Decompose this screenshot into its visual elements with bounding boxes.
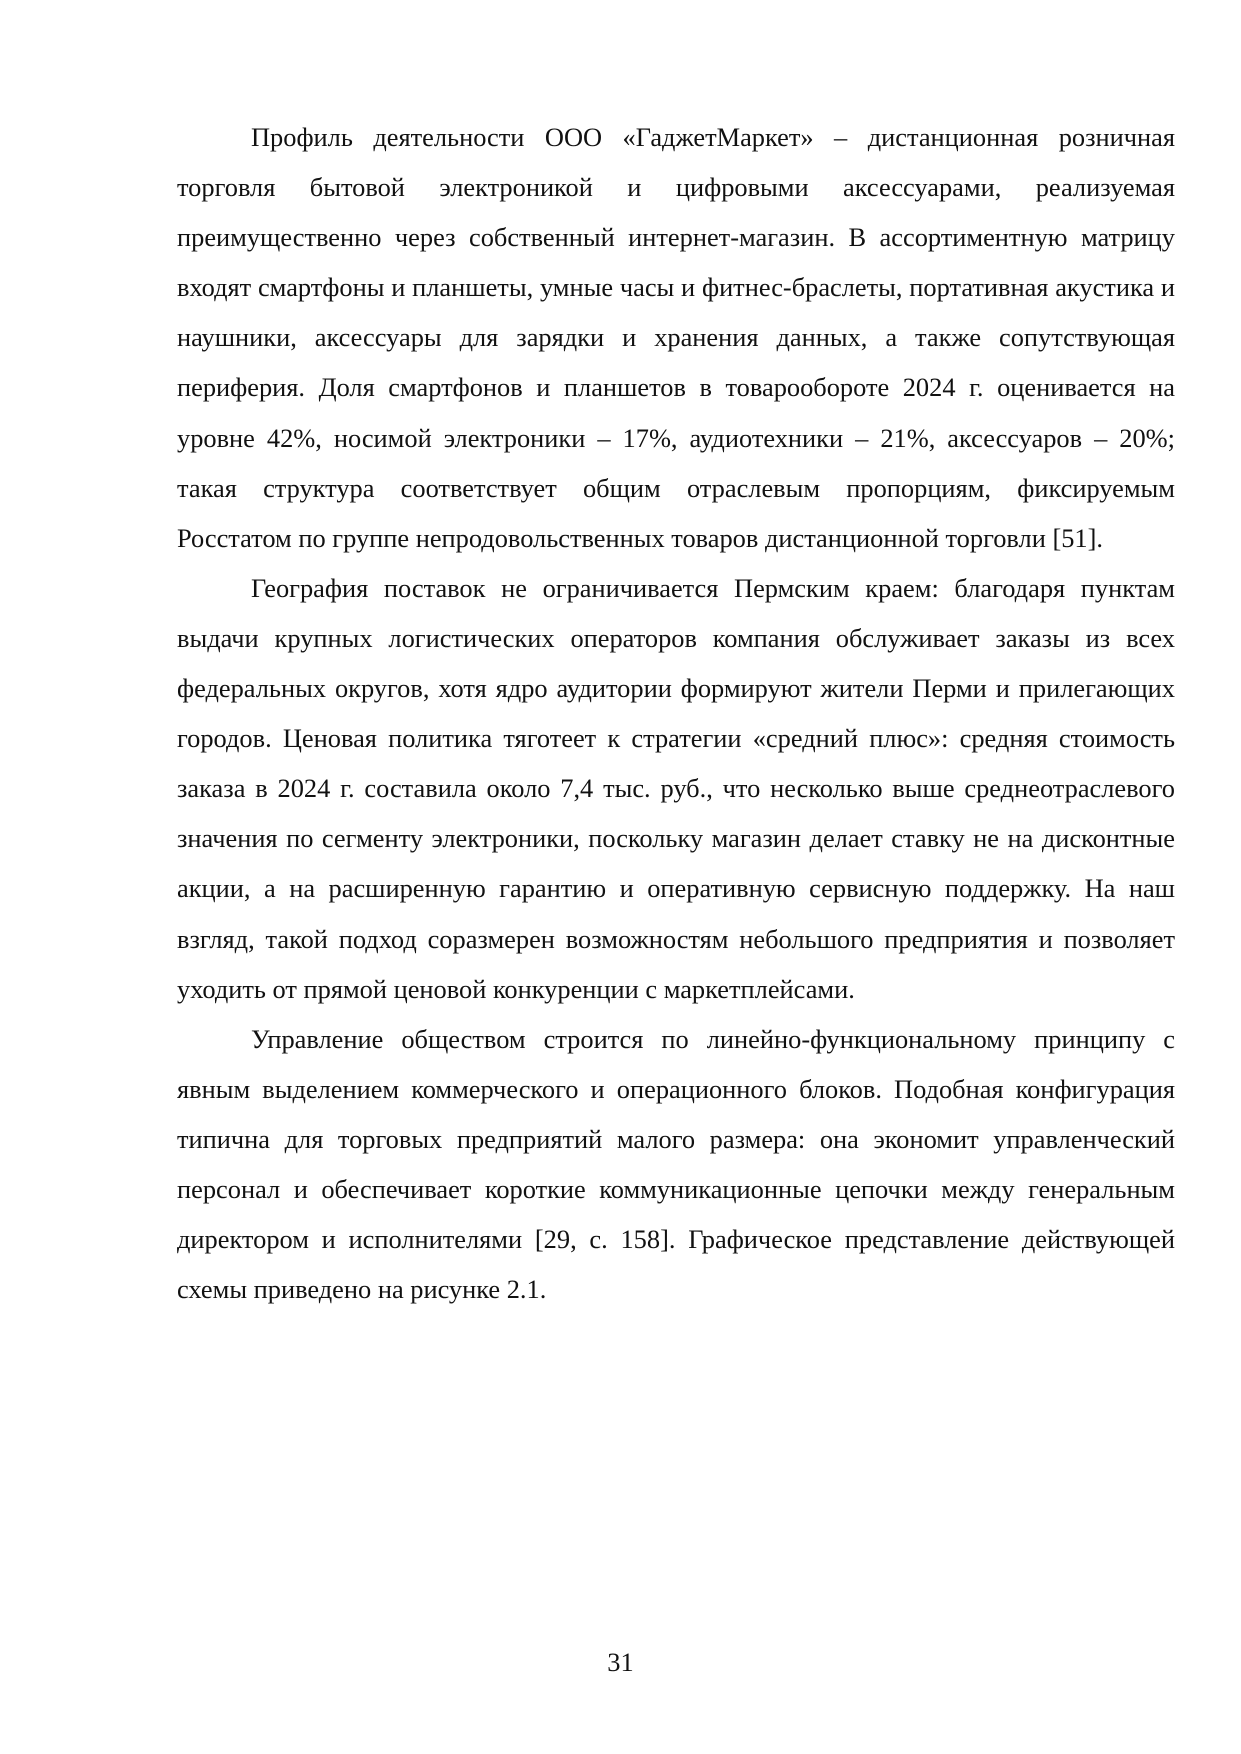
paragraph-delivery-geography: География поставок не ограничивается Пермским краем: благодаря пунктам выдачи крупных логистических операторов компания обслуживает заказы из всех федеральных округов, хотя ядро аудитории формируют жители Перми и прилегающих городов. Ценовая политика тяготеет к стратегии «средний плюс»: средняя стоимость заказа в 2024 г. составила около 7,4 тыс. руб., что несколько выше среднеотраслевого значения по сегменту электроники, поскольку магазин делает ставку не на дисконтные акции, а на расширенную гарантию и оперативную сервисную поддержку. На наш взгляд, такой подход соразмерен возможностям небольшого предприятия и позволяет уходить от прямой ценовой конкуренции с маркетплейсами. (177, 572, 1175, 1004)
paragraph-company-profile: Профиль деятельности ООО «ГаджетМаркет» – дистанционная розничная торговля бытовой электроникой и цифровыми аксессуарами, реализуемая преимущественно через собственный интернет-магазин. В ассортиментную матрицу входят смартфоны и планшеты, умные часы и фитнес-браслеты, портативная акустика и наушники, аксессуары для зарядки и хранения данных, а также сопутствующая периферия. Доля смартфонов и планшетов в товарообороте 2024 г. оценивается на уровне 42%, носимой электроники – 17%, аудиотехники – 21%, аксессуаров – 20%; такая структура соответствует общим отраслевым пропорциям, фиксируемым Росстатом по группе непродовольственных товаров дистанционной торговли [51]. (177, 122, 1175, 553)
paragraph-management-structure: Управление обществом строится по линейно-функциональному принципу с явным выделением коммерческого и операционного блоков. Подобная конфигурация типична для торговых предприятий малого размера: она экономит управленческий персонал и обеспечивает короткие коммуникационные цепочки между генеральным директором и исполнителями [29, с. 158]. Графическое представление действующей схемы приведено на рисунке 2.1. (177, 1023, 1175, 1305)
text-body (177, 112, 1175, 1314)
page-number: 31 (607, 1647, 634, 1677)
